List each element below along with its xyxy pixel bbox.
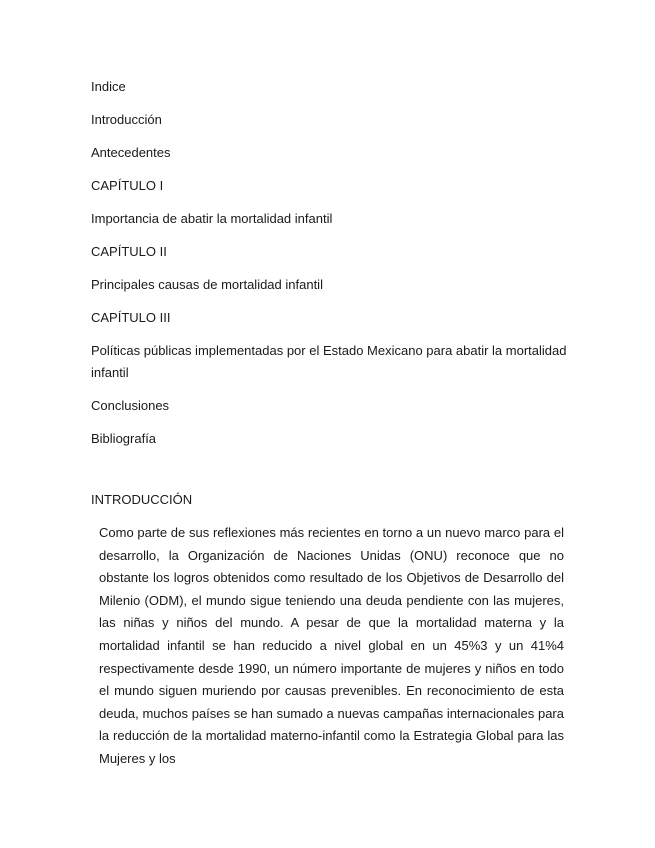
toc-item-introduccion: Introducción xyxy=(91,112,162,127)
toc-item-capitulo-3: CAPÍTULO III xyxy=(91,310,171,325)
toc-item-capitulo-1: CAPÍTULO I xyxy=(91,178,164,193)
introduction-paragraph: Como parte de sus reflexiones más recientes en torno a un nuevo marco para el desarrollo, la Organización de Naciones Unidas (ONU) reconoce que no obstante los logros obtenidos como resultado de los Objetivos de Desarrollo del Milenio (ODM), el mundo sigue teniendo una deuda pendiente con las mujeres, las niñas y niños del mundo. A pesar de que la mortalidad materna y la mortalidad infantil se han reducido a nivel global en un 45%3 y un 41%4 respectivamente desde 1990, un número importante de mujeres y niños en todo el mundo siguen muriendo por causas prevenibles. En reconocimiento de esta deuda, muchos países se han sumado a nuevas campañas internacionales para la reducción de la mortalidad materno-infantil como la Estrategia Global para las Mujeres y los xyxy=(99,525,564,766)
toc-item-capitulo-2-title: Principales causas de mortalidad infantil xyxy=(91,277,323,292)
toc-item-indice: Indice xyxy=(91,79,126,94)
toc-item-capitulo-1-title: Importancia de abatir la mortalidad infantil xyxy=(91,211,333,226)
toc-item-conclusiones: Conclusiones xyxy=(91,398,170,413)
toc-item-antecedentes: Antecedentes xyxy=(91,145,171,160)
toc-item-capitulo-3-title: Políticas públicas implementadas por el Estado Mexicano para abatir la mortalidad infantil xyxy=(91,343,567,380)
introduction-heading: INTRODUCCIÓN xyxy=(91,492,193,507)
table-of-contents xyxy=(91,76,571,461)
toc-item-bibliografia: Bibliografía xyxy=(91,431,157,446)
toc-item-capitulo-2: CAPÍTULO II xyxy=(91,244,167,259)
